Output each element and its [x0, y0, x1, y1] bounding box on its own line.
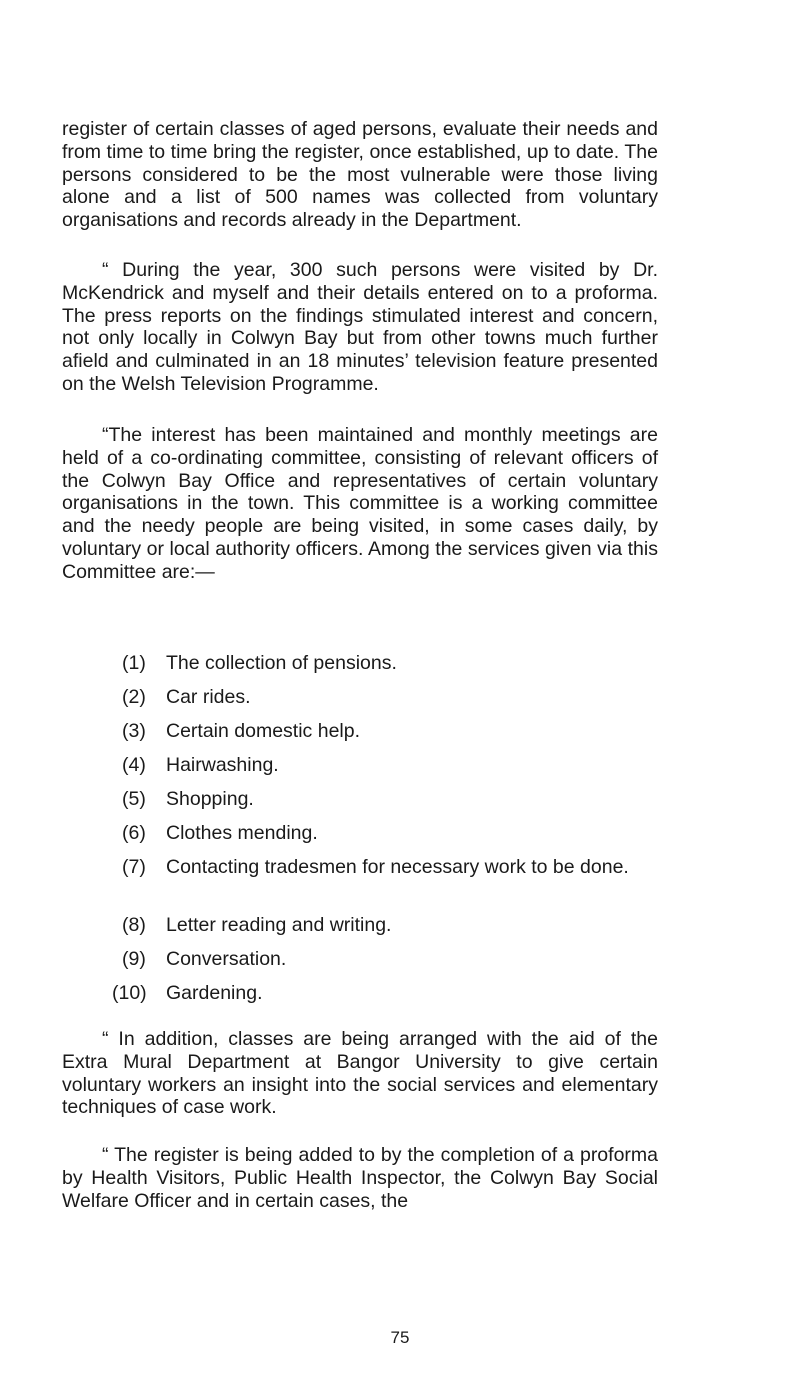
paragraph-text: “ During the year, 300 such persons were visited by Dr. McKendrick and myself and their details entered on to a proforma. The press reports on the findings stimulated interest and concern, not only locally in Colwyn Bay but from other towns much further afield and culminated in an 18 minutes’ television feature presented on the Welsh Television Programme.: [62, 259, 658, 395]
list-item: [122, 720, 658, 743]
list-item: [122, 686, 658, 709]
paragraph-5: [62, 1144, 658, 1212]
paragraph-text: “The interest has been maintained and monthly meetings are held of a co-ordinating committee, consisting of relevant officers of the Colwyn Bay Office and representatives of certain voluntary organisations in the town. This committee is a working committee and the needy people are being visited, in some cases daily, by voluntary or local authority officers. Among the services given via this Committee are:—: [62, 424, 658, 583]
list-item-number: (9): [122, 948, 146, 970]
list-item-text: Conversation.: [166, 948, 287, 970]
list-item-text: Contacting tradesmen for necessary work to be done.: [166, 856, 629, 878]
list-item-number: (7): [122, 856, 146, 878]
list-item-number: (6): [122, 822, 146, 844]
list-item-text: Shopping.: [166, 788, 254, 810]
list-item-number: (8): [122, 914, 146, 936]
list-item-number: (2): [122, 686, 146, 708]
list-item: [122, 652, 658, 675]
paragraph-text: “ In addition, classes are being arranged with the aid of the Extra Mural Department at Bangor University to give certain voluntary workers an insight into the social services and elementary techniques of case work.: [62, 1028, 658, 1119]
paragraph-3: [62, 424, 658, 584]
list-item: [122, 788, 658, 811]
list-item-number: (5): [122, 788, 146, 810]
list-item: [122, 754, 658, 777]
list-item: [112, 982, 648, 1005]
list-item-text: Gardening.: [166, 982, 263, 1004]
paragraph-text: register of certain classes of aged persons, evaluate their needs and from time to time bring the register, once established, up to date. The persons considered to be the most vulnerable were those living alone and a list of 500 names was collected from voluntary organisations and records already in the Department.: [62, 118, 658, 232]
list-item-text: Letter reading and writing.: [166, 914, 392, 936]
paragraph-1: [62, 118, 658, 232]
list-item-text: Certain domestic help.: [166, 720, 361, 742]
list-item: [122, 914, 658, 937]
paragraph-text: “ The register is being added to by the completion of a proforma by Health Visitors, Public Health Inspector, the Colwyn Bay Social Welfare Officer and in certain cases, the: [62, 1144, 658, 1212]
list-item: [122, 856, 658, 879]
list-item-number: (1): [122, 652, 146, 674]
paragraph-4: [62, 1028, 658, 1119]
list-item-text: Clothes mending.: [166, 822, 318, 844]
list-item-number: (3): [122, 720, 146, 742]
list-item-text: Hairwashing.: [166, 754, 279, 776]
list-item-text: The collection of pensions.: [166, 652, 397, 674]
page-number: 75: [390, 1328, 410, 1347]
list-item: [122, 822, 658, 845]
list-item-text: Car rides.: [166, 686, 251, 708]
list-item-number: (4): [122, 754, 146, 776]
list-item: [122, 948, 658, 971]
list-item-number: (10): [112, 982, 147, 1004]
paragraph-2: [62, 259, 658, 396]
